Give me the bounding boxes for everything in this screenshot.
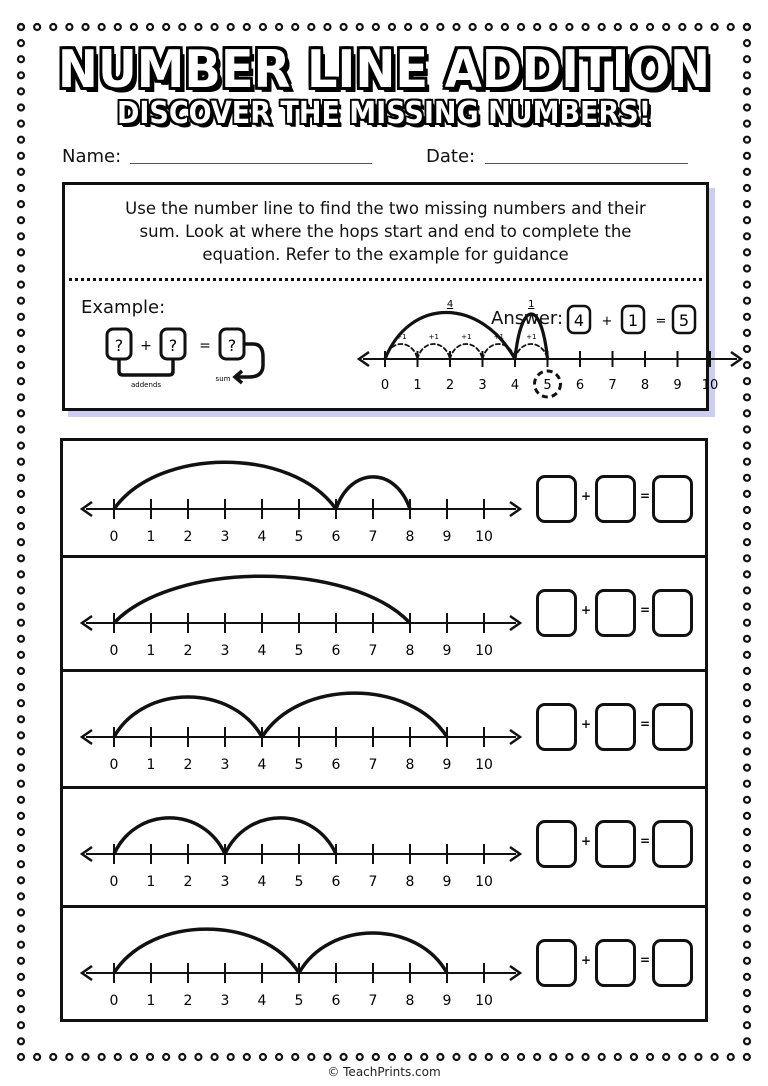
tick-label: 10 (475, 529, 493, 545)
page-title: NUMBER LINE ADDITION (57, 40, 711, 100)
svg-text:+1: +1 (461, 333, 472, 341)
tick-label: 9 (442, 874, 452, 890)
example-label: Example: (81, 297, 166, 318)
tick-label: 5 (543, 378, 552, 393)
tick-label: 5 (294, 874, 304, 890)
svg-text:addends: addends (130, 381, 162, 389)
plus-sign: + (581, 489, 592, 503)
tick-label: 10 (475, 643, 493, 659)
tick-label: 4 (257, 874, 267, 890)
instruction-line: Use the number line to find the two missing numbers and their (125, 199, 646, 218)
tick-label: 9 (673, 378, 682, 393)
svg-text:1: 1 (528, 299, 535, 310)
svg-text:+1: +1 (396, 333, 407, 341)
instruction-box (62, 182, 719, 411)
tick-label: 7 (368, 529, 378, 545)
tick-label: 3 (220, 757, 230, 773)
svg-text:?: ? (227, 336, 237, 355)
svg-text:+1: +1 (493, 333, 504, 341)
answer-label: Answer: (491, 308, 564, 329)
sum-answer-box[interactable] (652, 589, 693, 637)
example-answer (565, 303, 700, 337)
tick-label: 8 (640, 378, 650, 393)
plus-sign: + (581, 953, 592, 967)
instruction-text (85, 197, 686, 266)
sum-answer-box[interactable] (652, 820, 693, 868)
tick-label: 0 (109, 643, 119, 659)
addend2-answer-box[interactable] (595, 589, 636, 637)
problem-row (63, 441, 705, 555)
plus-sign: + (581, 717, 592, 731)
tick-label: 9 (442, 757, 452, 773)
tick-label: 3 (478, 378, 487, 393)
problem-number-line (63, 555, 523, 669)
tick-label: 2 (183, 529, 193, 545)
tick-label: 2 (183, 757, 193, 773)
tick-label: 3 (220, 529, 230, 545)
tick-label: 4 (257, 993, 267, 1009)
tick-label: 1 (146, 643, 156, 659)
name-label: Name: (62, 146, 122, 167)
instruction-line: equation. Refer to the example for guidance (202, 245, 569, 264)
hop-arc (515, 344, 548, 359)
addend2-answer-box[interactable] (595, 703, 636, 751)
copyright-footer: © TeachPrints.com (327, 1065, 441, 1079)
name-field[interactable] (130, 163, 372, 164)
plus-sign: + (581, 834, 592, 848)
date-label: Date: (426, 146, 476, 167)
addend1-answer-box[interactable] (536, 939, 577, 987)
hop-arc (225, 818, 336, 854)
svg-text:sum: sum (215, 375, 231, 383)
tick-label: 10 (701, 378, 719, 393)
hop-arc (114, 818, 225, 854)
dotted-divider (62, 278, 709, 281)
tick-label: 9 (442, 993, 452, 1009)
svg-text:+1: +1 (428, 333, 439, 341)
equals-sign: = (640, 603, 651, 617)
tick-label: 9 (442, 529, 452, 545)
tick-label: 6 (331, 874, 341, 890)
svg-text:?: ? (114, 336, 124, 355)
tick-label: 0 (109, 874, 119, 890)
svg-text:=: = (655, 314, 667, 329)
hop-arc (262, 693, 447, 737)
tick-label: 7 (368, 993, 378, 1009)
tick-label: 2 (183, 993, 193, 1009)
tick-label: 7 (368, 643, 378, 659)
svg-text:+1: +1 (526, 333, 537, 341)
tick-label: 6 (575, 378, 585, 393)
tick-label: 4 (257, 643, 267, 659)
tick-label: 3 (220, 874, 230, 890)
tick-label: 6 (331, 529, 341, 545)
tick-label: 8 (405, 874, 415, 890)
tick-label: 1 (413, 378, 422, 393)
tick-label: 1 (146, 529, 156, 545)
tick-label: 0 (109, 529, 119, 545)
tick-label: 8 (405, 757, 415, 773)
sum-answer-box[interactable] (652, 939, 693, 987)
addend2-answer-box[interactable] (595, 939, 636, 987)
tick-label: 6 (331, 643, 341, 659)
problems-panel (60, 438, 708, 1022)
tick-label: 4 (510, 378, 520, 393)
problem-number-line (63, 786, 523, 905)
svg-text:5: 5 (678, 311, 690, 330)
sum-answer-box[interactable] (652, 703, 693, 751)
problem-row (63, 786, 705, 908)
tick-label: 10 (475, 757, 493, 773)
tick-label: 5 (294, 757, 304, 773)
tick-label: 8 (405, 529, 415, 545)
addend1-answer-box[interactable] (536, 475, 577, 523)
tick-label: 4 (257, 757, 267, 773)
svg-text:=: = (199, 338, 211, 354)
addend2-answer-box[interactable] (595, 475, 636, 523)
equals-sign: = (640, 717, 651, 731)
tick-label: 3 (220, 993, 230, 1009)
plus-sign: + (581, 603, 592, 617)
problem-row (63, 905, 705, 1022)
date-field[interactable] (485, 163, 688, 164)
problem-number-line (63, 905, 523, 1019)
svg-text:4: 4 (573, 311, 585, 330)
svg-text:1: 1 (627, 311, 639, 330)
sum-answer-box[interactable] (652, 475, 693, 523)
tick-label: 3 (220, 643, 230, 659)
problem-row (63, 555, 705, 672)
tick-label: 9 (442, 643, 452, 659)
tick-label: 5 (294, 529, 304, 545)
svg-text:+: + (601, 314, 613, 329)
addend1-answer-box[interactable] (536, 820, 577, 868)
tick-label: 7 (608, 378, 617, 393)
tick-label: 8 (405, 993, 415, 1009)
problem-number-line (63, 669, 523, 786)
tick-label: 0 (380, 378, 390, 393)
hop-arc (450, 344, 483, 359)
page-subtitle: DISCOVER THE MISSING NUMBERS! (116, 96, 652, 131)
equals-sign: = (640, 834, 651, 848)
hop-arc (418, 344, 451, 359)
addend2-answer-box[interactable] (595, 820, 636, 868)
tick-label: 8 (405, 643, 415, 659)
tick-label: 0 (109, 993, 119, 1009)
tick-label: 6 (331, 993, 341, 1009)
tick-label: 4 (257, 529, 267, 545)
tick-label: 10 (475, 874, 493, 890)
equals-sign: = (640, 489, 651, 503)
example-equation-diagram (95, 325, 275, 390)
addends-bracket (119, 359, 173, 375)
tick-label: 0 (109, 757, 119, 773)
hop-arc (114, 929, 299, 973)
svg-text:?: ? (168, 336, 178, 355)
instruction-line: sum. Look at where the hops start and end to complete the (139, 222, 632, 241)
tick-label: 1 (146, 874, 156, 890)
addend1-answer-box[interactable] (536, 703, 577, 751)
tick-label: 5 (294, 643, 304, 659)
svg-text:+: + (140, 338, 152, 354)
tick-label: 7 (368, 874, 378, 890)
tick-label: 2 (183, 874, 193, 890)
tick-label: 2 (445, 378, 455, 393)
addend1-answer-box[interactable] (536, 589, 577, 637)
equals-sign: = (640, 953, 651, 967)
problem-number-line (63, 441, 523, 555)
tick-label: 1 (146, 757, 156, 773)
tick-label: 2 (183, 643, 193, 659)
tick-label: 5 (294, 993, 304, 1009)
tick-label: 6 (331, 757, 341, 773)
problem-row (63, 669, 705, 789)
tick-label: 1 (146, 993, 156, 1009)
tick-label: 10 (475, 993, 493, 1009)
svg-text:4: 4 (446, 299, 454, 310)
tick-label: 7 (368, 757, 378, 773)
